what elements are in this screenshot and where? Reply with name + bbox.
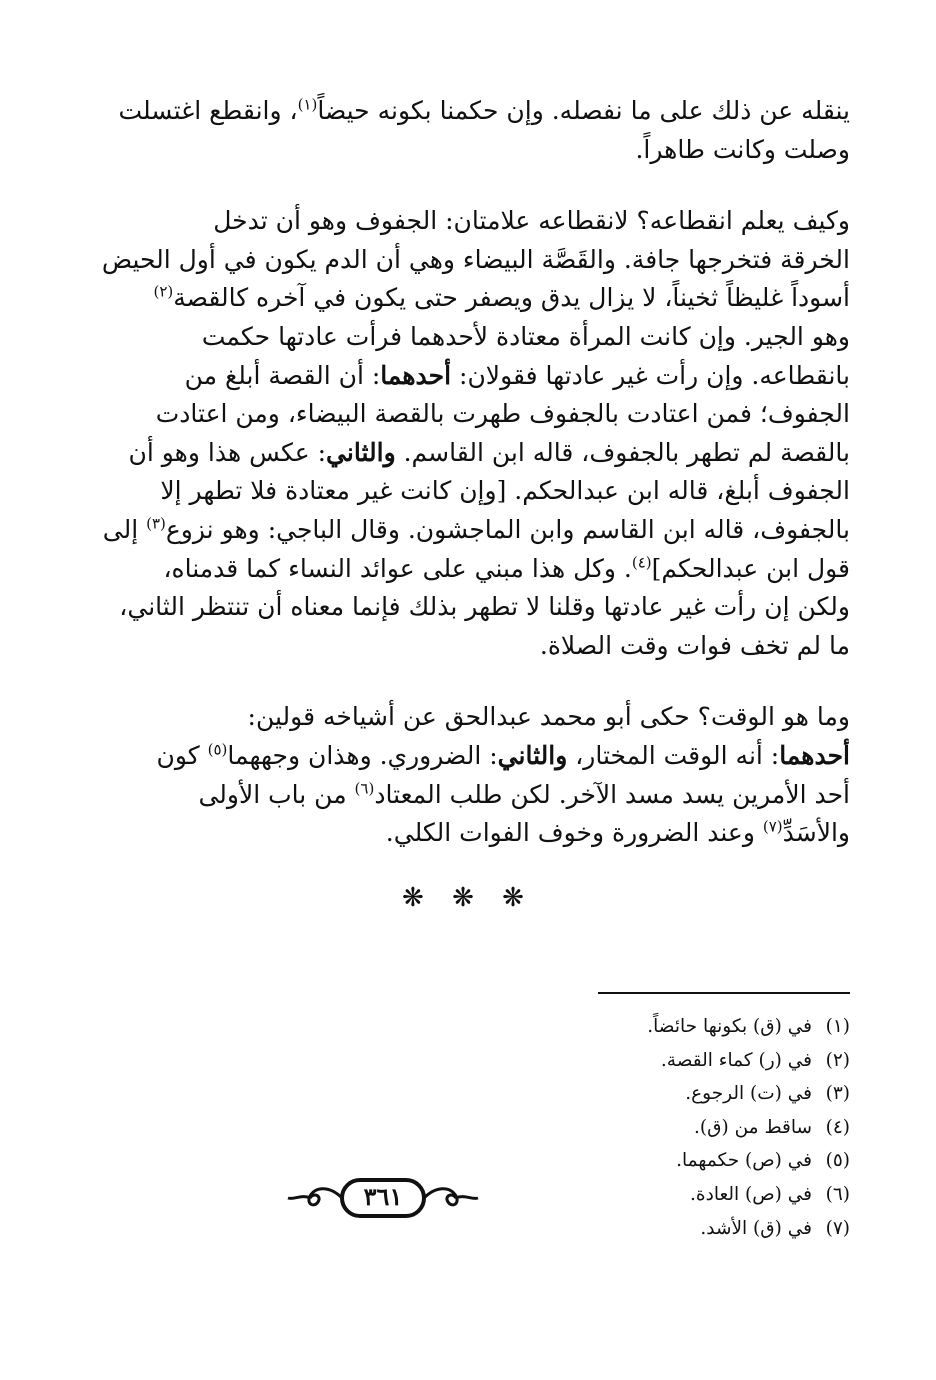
footnote-text: في (ص) حكمهما. xyxy=(676,1150,812,1172)
page xyxy=(86,92,850,1362)
footnote-marker: (٣) xyxy=(146,514,166,533)
text-run: أسوداً غليظاً ثخيناً، لا يزال يدق ويصفر حتى يكون في آخره كالقصة xyxy=(173,283,850,313)
text-run: والأسَدِّ xyxy=(782,818,850,848)
footnote-text: في (ص) العادة. xyxy=(690,1183,812,1205)
footnote-number: (٦) xyxy=(825,1183,850,1205)
text-line xyxy=(86,318,850,357)
footnote-number: (٥) xyxy=(825,1150,850,1172)
text-run: بالقصة لم تطهر بالجفوف، قاله ابن القاسم. xyxy=(395,437,850,467)
text-run: وهو الجير. وإن كانت المرأة معتادة لأحدهما فرأت عادتها حكمت xyxy=(201,321,850,351)
footnote-marker: (٧) xyxy=(762,817,783,836)
text-line xyxy=(86,357,850,396)
footnote-item xyxy=(430,1212,850,1246)
text-run: وصلت وكانت طاهراً. xyxy=(635,134,850,164)
text-line xyxy=(86,279,850,318)
text-run: ينقله عن ذلك على ما نفصله. وإن حكمنا بكونه حيضاً xyxy=(317,96,850,125)
text-run: وعند الضرورة وخوف الفوات الكلي. xyxy=(385,818,763,848)
bold-term: والثاني xyxy=(326,437,396,467)
text-run: كون xyxy=(156,740,208,770)
text-run: الجفوف أبلغ، قاله ابن عبدالحكم. [وإن كانت غير معتادة فلا تطهر إلا xyxy=(160,476,850,506)
text-run: : عكس هذا وهو أن xyxy=(128,437,327,467)
footnote-text: ساقط من (ق). xyxy=(694,1116,812,1138)
bold-term: أحدهما xyxy=(779,740,850,770)
page-number-frame xyxy=(280,1176,486,1220)
text-line xyxy=(86,131,850,170)
text-run: بالجفوف، قاله ابن القاسم وابن الماجشون. وقال الباجي: وهو نزوع xyxy=(165,514,850,544)
text-run: ولكن إن رأت غير عادتها وقلنا لا تطهر بذلك فإنما معناه أن تنتظر الثاني، xyxy=(119,592,850,622)
body-text xyxy=(86,92,850,853)
text-run: ، وانقطع اغتسلت xyxy=(118,96,298,125)
paragraph xyxy=(86,92,850,169)
footnote-item xyxy=(430,1044,850,1078)
footnote-item xyxy=(430,1144,850,1178)
text-line xyxy=(86,698,850,737)
text-run: : أنه الوقت المختار، xyxy=(567,740,780,770)
bold-term: والثاني xyxy=(497,740,568,770)
footnote-text: في (ت) الرجوع. xyxy=(685,1083,812,1105)
footnote-number: (٤) xyxy=(825,1116,850,1138)
text-line xyxy=(86,550,850,589)
text-run: الجفوف؛ فمن اعتادت بالجفوف طهرت بالقصة البيضاء، ومن اعتادت xyxy=(155,399,850,429)
text-line xyxy=(86,627,850,666)
footnote-item xyxy=(430,1010,850,1044)
text-run: . وكل هذا مبني على عوائد النساء كما قدمناه، xyxy=(163,553,632,583)
text-line xyxy=(86,395,850,434)
section-separator: ❋ ❋ ❋ xyxy=(402,882,534,913)
text-run: إلى xyxy=(102,514,147,544)
footnote-marker: (٤) xyxy=(631,553,652,572)
footnote-text: في (ق) الأشد. xyxy=(700,1217,812,1239)
text-line xyxy=(86,776,850,815)
footnotes-list xyxy=(430,1010,850,1245)
text-line xyxy=(86,434,850,473)
text-run: أحد الأمرين يسد مسد الآخر. لكن طلب المعتاد xyxy=(374,779,850,809)
footnote-marker: (١) xyxy=(297,95,318,114)
text-line xyxy=(86,241,850,280)
text-run: : أن القصة أبلغ من xyxy=(184,360,381,390)
footnote-number: (٢) xyxy=(825,1049,850,1071)
bold-term: أحدهما xyxy=(380,360,452,390)
footnote-number: (٧) xyxy=(825,1217,850,1239)
text-run: وكيف يعلم انقطاعه؟ لانقطاعه علامتان: الجفوف وهو أن تدخل xyxy=(213,206,850,236)
text-line xyxy=(86,511,850,550)
text-line xyxy=(86,737,850,776)
text-line xyxy=(86,472,850,511)
footnote-marker: (٥) xyxy=(207,740,228,759)
text-run: من باب الأولى xyxy=(198,779,355,809)
footnote-text: في (ق) بكونها حائضاً. xyxy=(647,1016,812,1037)
text-line xyxy=(86,92,850,131)
footnote-item xyxy=(430,1111,850,1145)
text-run: : الضروري. وهذان وجههما xyxy=(227,740,498,770)
paragraph xyxy=(86,698,850,852)
text-line xyxy=(86,588,850,627)
page-number: ٣٦١ xyxy=(363,1182,403,1211)
footnote-number: (١) xyxy=(825,1016,850,1037)
paragraph xyxy=(86,202,850,665)
footnote-item xyxy=(430,1077,850,1111)
text-line xyxy=(86,814,850,853)
footnote-text: في (ر) كماء القصة. xyxy=(660,1049,812,1071)
footnote-rule xyxy=(598,992,850,994)
text-run: بانقطاعه. وإن رأت غير عادتها فقولان: xyxy=(451,360,850,390)
text-line xyxy=(86,202,850,241)
text-run: وما هو الوقت؟ حكى أبو محمد عبدالحق عن أشياخه قولين: xyxy=(247,702,850,732)
text-run: الخرقة فتخرجها جافة. والقَصَّة البيضاء وهي أن الدم يكون في أول الحيض xyxy=(101,244,850,274)
text-run: ما لم تخف فوات وقت الصلاة. xyxy=(539,630,850,660)
footnote-marker: (٢) xyxy=(153,283,174,302)
text-run: قول ابن عبدالحكم] xyxy=(651,553,850,583)
footnote-number: (٣) xyxy=(825,1083,850,1105)
footnote-item xyxy=(430,1178,850,1212)
footnote-marker: (٦) xyxy=(354,779,375,798)
